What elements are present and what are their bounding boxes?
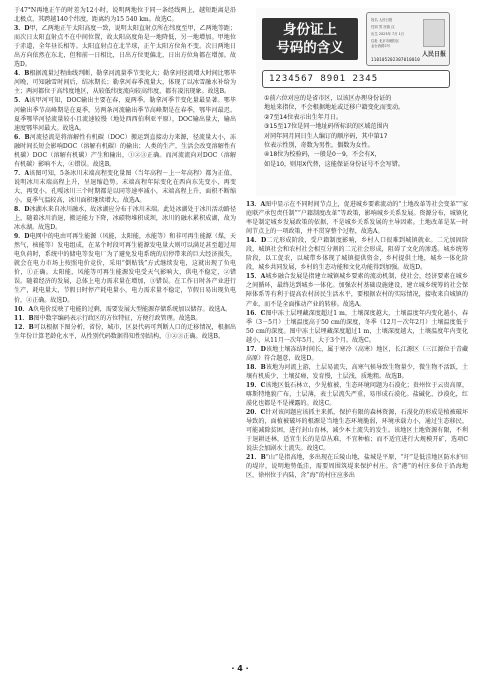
card-line: ①前六位对应的是省市区，以该区办理身份证的 <box>264 95 392 102</box>
answer-para: 15．A城乡融合发展是指建立城镇城乡要素的流动机制，使社会，经济要素在城乡之间循环，最终达到城乡一体化。加强农村基础设施建设，建立城乡统筹的社会保障体系等有利于提高农村居民生活水平，要根据农村的实际情况，接收来自城镇的产业，而不是全面推动产业的转移。故选A。 <box>246 273 468 308</box>
answer-para: 9．D电网中的电由可再生能源（风能，太阳能，水能等）和非可再生能源（煤，天然气，核能等）发电组成，在某个时段可再生能源发电量大则可以满足甚至超过用电负荷时，系统中的储电等发电厂为了避免发电系统的启停带来的巨大经济损失，就会在电力市场上按照电价竞价，采用“倒贴钱”方式继续发电，这就出现了负电价，①正确。太阳能，风能等可再生能源发电受天气影响大，供电不稳定，②错误。随着经济的发展，总体上电力需求量在增加，③错误。在工作日时各产业进行生产，耗电量大，节假日时停产耗电量小，电力需求量不稳定，节假日易出现负电价，④正确。故选D。 <box>14 233 237 304</box>
answer-para: 3．D甲，乙两地正午太阳高度一致，说明太阳直射点所在纬度至甲，乙两地等距；而次日太阳直射点不在中间位置，故太阳高度角是一地降低，另一地增加。甲地位于赤道，全年昼长相等。太阳直射点在北半球，正午太阳方位角不变。次日两地日出方向依然在东北，但和前一日相比，日出方位更偏北，日出方位角都在增加。故选D。 <box>14 25 237 69</box>
id-card-row: 住址 北京市朝阳区 <box>371 39 400 43</box>
card-heading-line2: 号码的含义 <box>276 40 344 56</box>
card-line: 如是10，则用X代替，这能保证身份证号不会写错。 <box>264 160 404 168</box>
page-number: · 4 · <box>231 664 249 673</box>
portrait-photo <box>423 19 445 47</box>
id-card-row: 姓名 人民日报 <box>371 18 393 22</box>
id-number: 110105202307010010 <box>371 57 420 62</box>
answer-para: 21．B“山”是指高地，多出现在丘陵山地，盐城是平原，“圩”是低洼地区防水护田的堤岸，说明地势低洼，需要周围筑堤来保护村庄。含“港”的村庄多位于沿海地区，徐州位于内陆，含“海”的村庄应多出 <box>246 454 468 480</box>
right-column <box>246 200 468 480</box>
card-heading <box>262 18 358 60</box>
answer-para: 11．B图中数字编码表示行政区的方位特征，方便行政管理。故选B。 <box>14 314 202 322</box>
answer-para: 7．A该图可知，5条冰川末端高程变化量图（当年高程－上一年高程）都为正值，说明冰川末端高程上升，呈退缩趋势。末端高程年际变化在西向东先变小，再变大，再变小。孔嘎冰川三个时期都是以同等速率减小，末端高程上升，面积不断缩小。夏季气温较高，冰川面积继续增大。故选A。 <box>14 169 236 204</box>
card-explanation <box>264 94 450 169</box>
id-card-row: 性别 男 民族 汉 <box>371 25 395 29</box>
answer-para: 18．B该地为河流上游，土层易流失，高寒气候导致生物量少，微生物不活跃，土壤有机质少，土壤贫瘠，发育慢，土层浅，质地粗。故选B。 <box>246 363 469 380</box>
answer-para: 10．A负电价反映了电能的过剩，需要发展大型能源存储系统加以储存。故选A。 <box>14 305 232 313</box>
answer-para: 12．B可以根据下图分析，省份，城市，区县代码可判断人口的迁移情况，根据出生年份计算老龄化水平，从性别代码数据得知性别结构，①②③正确。故选B。 <box>14 323 237 340</box>
answer-para: 于47°N再地正午的时差为12小时，说明两地位于同一条经线两上，越短距离是沿北极点，其跨越140个纬度，距离约为15 540 km。故选C。 <box>14 7 236 24</box>
answer-para: 6．B河流径流是将溶解性有机碳（DOC）搬运到直接动力来源，径流量大小，冻融时间长短会影响DOC（溶解有机碳）的输出；人类的生产，生活会改变溶解性有机碳）DOC（溶解有机碳）产生和输出，①②③正确。而河流流向对DOC（溶解有机碳）影响不大，④错误。故选B。 <box>14 133 236 168</box>
left-column <box>14 6 236 341</box>
id-card-image <box>366 12 450 66</box>
id-card-infographic <box>256 8 456 196</box>
card-line: ③15至17位是同一地址码所标识的区域范围内 <box>264 123 389 131</box>
card-line: 地址来指位，不会根据地址或迁移户籍变化而变动。 <box>264 104 405 112</box>
card-line: 对同年同月同日生人编订的顺序码，其中第17 <box>264 132 388 140</box>
answer-para: 19．C该地区低石林立，少见植被，生态环境问题为石漠化；贵州位于云贵高原，喀斯特地貌广布，土层薄，表土层流失严重，易形成石漠化。盐碱化，沙漠化，红漠化也都是不是裸露的。故选C。 <box>246 381 469 408</box>
id-card-row: 出生 2023年 7月 1日 <box>371 32 405 36</box>
answer-para: 16．C图中冻土层埋藏深度超过1 m，土壤深度越大，土壤温度年内变化越小，春季（3－5月）土壤温度高于50 cm的深度，冬季（12月～次年2月）土壤温度低于50 cm的深度。图中冻土层埋藏深度超过1 m，土壤深度越大，土壤温度年内变化越小，从11月一次年5月，大于3个月。故选C。 <box>246 309 469 344</box>
card-heading-line1: 身份证上 <box>283 22 337 38</box>
answer-para: 8．D冰湖水来自冰川融水，故冰湖应分布于冰川末端。此处冰湖处于冰川活动路径上，随着冰川消退，搬运能力下降，冰碛物堆积成坝，冰川的融水累积成湖，故为冰水湖。故选D。 <box>14 206 237 232</box>
answer-para: 17．D该地土壤冻结时间长，属于寒冷（高寒）地区，长江源区（三江源位于青藏高原）符合题意，故选D。 <box>246 345 468 362</box>
card-line: ④18位为校验码，一般是0－9，不会有X， <box>264 151 381 159</box>
bubble-digits: 1234567 8901 2345 <box>269 74 379 84</box>
answer-para: 20．C针对该问题应该抓主来抓，保护有限的森林资源，石漠化的形成是植被破坏导致的，面植被破坏的根源是当地生态环境脆弱，环境承载力小，通过生态移民，可能减除贫困，进行封山育林，减少本土流失的发生。该地区土地资源有限，不利于退耕还林，适宜生长的是草丛难，不宜种植；而不适宜进行大规模开矿，选项C说法会加剧水土流失。故选C。 <box>246 409 469 453</box>
id-number-bubble <box>262 70 450 88</box>
answer-para: 5．A该甲河可知，DOC输出主要在春，夏两季。勒拿河季节变化量最显著。鄂毕河输出季节高峰期是在夏季，另两条河流输出季节高峰期是在春季，鄂毕河最迟。夏季鄂毕河径流量较小且流速较慢（地处西西伯利亚平原），DOC输出量大，输出速度鄂毕河最大。故选A。 <box>14 97 236 132</box>
answer-para: 14．D二元形成阶段，受户籍制度影响，乡村人口很难到城镇就业。二元加固阶段，城镇社会和农村社会相互分割的二元社会形成，阻碍了文化的渗透。城乡统筹阶段，以工促农，以城带乡体现了城镇提供资金，乡村提供土地，城乡一体化阶段，城乡共同发展，乡村的生态功能和文化功能得到加强。故选D。 <box>246 237 468 272</box>
photo-caption: 人民日报 <box>421 51 446 58</box>
card-line: ②7至14位表示出生年月日。 <box>264 113 343 121</box>
card-line: 位表示性别，奇数为男性，偶数为女性。 <box>264 142 374 150</box>
id-card-row: 金台西路2号 <box>371 44 391 48</box>
answer-para: 13．A图中显示在不同时间节点上，促进城乡要素流动的“土地改革等社会变革”“家庭联产承包责任制”“户籍制度改革”等政策，影响城乡关系发展。资源分布，城镇化率是制定城乡发展政策的依据，不是城乡关系发展的主导因素。土地改革是某一时间节点上的一项政策，并不贯穿整个过程，故选A。 <box>246 201 469 236</box>
answer-para: 4．B根据流量过程曲线判断，勒拿河流量季节变化大；勒拿河径流增大时间比鄂毕河晚，可知融雪时间后，结冰期长；勒拿河春季流量大，体现了以冰雪融水补给为主；两河都位于高纬度地区，从较低纬度流向较高纬度，都有凌汛现象。故选B。 <box>14 70 237 96</box>
